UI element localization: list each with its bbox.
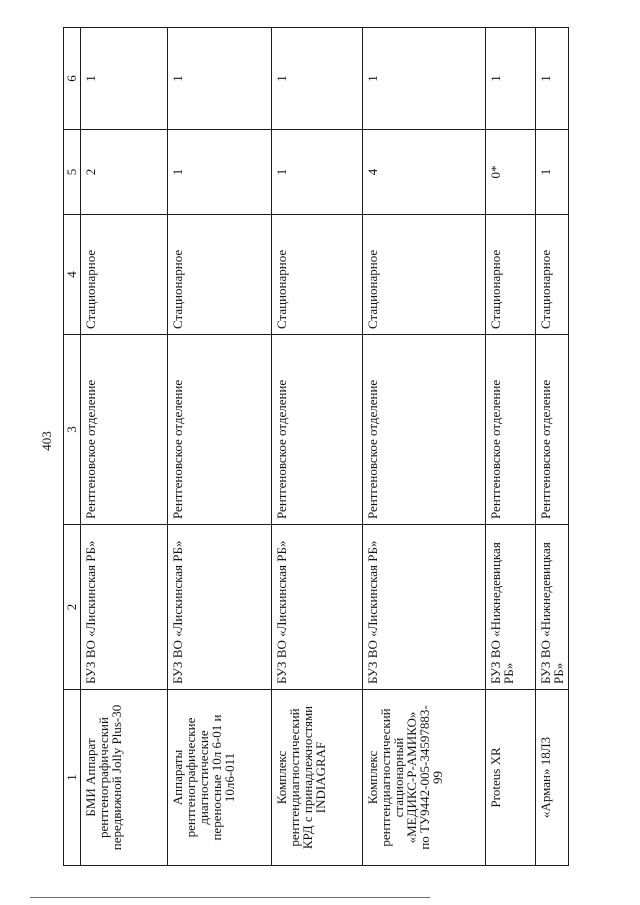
institution-name: БУЗ ВО «Лискинская РБ»: [168, 525, 272, 690]
equipment-name: БМИ Аппарат рентгенографический передвижной Jolly Plus-30: [81, 690, 168, 866]
column-6-value: 1: [272, 28, 363, 130]
column-number-4: 4: [64, 215, 81, 335]
column-number-row: [64, 28, 81, 866]
department-name: Рентгеновское отделение: [536, 335, 569, 525]
table-row: [168, 28, 272, 866]
table-row: [486, 28, 536, 866]
equipment-name: «Арман» 18Л3: [536, 690, 569, 866]
column-5-value: 0*: [486, 130, 536, 215]
column-number-1: 1: [64, 690, 81, 866]
table-row: [272, 28, 363, 866]
department-name: Рентгеновское отделение: [272, 335, 363, 525]
footer-rule: [30, 897, 430, 898]
placement-type: Стационарное: [536, 215, 569, 335]
column-number-3: 3: [64, 335, 81, 525]
column-6-value: 1: [536, 28, 569, 130]
column-5-value: 2: [81, 130, 168, 215]
table-row: [81, 28, 168, 866]
column-number-5: 5: [64, 130, 81, 215]
institution-name: БУЗ ВО «Лискинская РБ»: [363, 525, 486, 690]
equipment-table: [63, 27, 569, 866]
table-row: [536, 28, 569, 866]
institution-name: БУЗ ВО «Нижнедевицкая РБ»: [486, 525, 536, 690]
page-number: 403: [39, 431, 54, 451]
placement-type: Стационарное: [168, 215, 272, 335]
column-5-value: 4: [363, 130, 486, 215]
placement-type: Стационарное: [81, 215, 168, 335]
equipment-name: Аппараты рентгенографические диагностические переносные 10л 6-01 и 10л6-011: [168, 690, 272, 866]
department-name: Рентгеновское отделение: [81, 335, 168, 525]
department-name: Рентгеновское отделение: [168, 335, 272, 525]
column-6-value: 1: [168, 28, 272, 130]
institution-name: БУЗ ВО «Нижнедевицкая РБ»: [536, 525, 569, 690]
equipment-name: Proteus XR: [486, 690, 536, 866]
rotated-table-wrapper: [63, 28, 565, 866]
column-6-value: 1: [81, 28, 168, 130]
department-name: Рентгеновское отделение: [486, 335, 536, 525]
column-number-6: 6: [64, 28, 81, 130]
equipment-name: Комплекс рентгендиагностический стационарный «МЕДИКС-Р-АМИКО» по ТУ9442-005-34597883- 99: [363, 690, 486, 866]
placement-type: Стационарное: [486, 215, 536, 335]
column-5-value: 1: [272, 130, 363, 215]
institution-name: БУЗ ВО «Лискинская РБ»: [272, 525, 363, 690]
column-5-value: 1: [168, 130, 272, 215]
column-6-value: 1: [486, 28, 536, 130]
placement-type: Стационарное: [363, 215, 486, 335]
placement-type: Стационарное: [272, 215, 363, 335]
column-5-value: 1: [536, 130, 569, 215]
column-6-value: 1: [363, 28, 486, 130]
institution-name: БУЗ ВО «Лискинская РБ»: [81, 525, 168, 690]
column-number-2: 2: [64, 525, 81, 690]
table-row: [363, 28, 486, 866]
department-name: Рентгеновское отделение: [363, 335, 486, 525]
equipment-name: Комплекс рентгендиагностический КРД с принадлежностями INDIAGRAF: [272, 690, 363, 866]
